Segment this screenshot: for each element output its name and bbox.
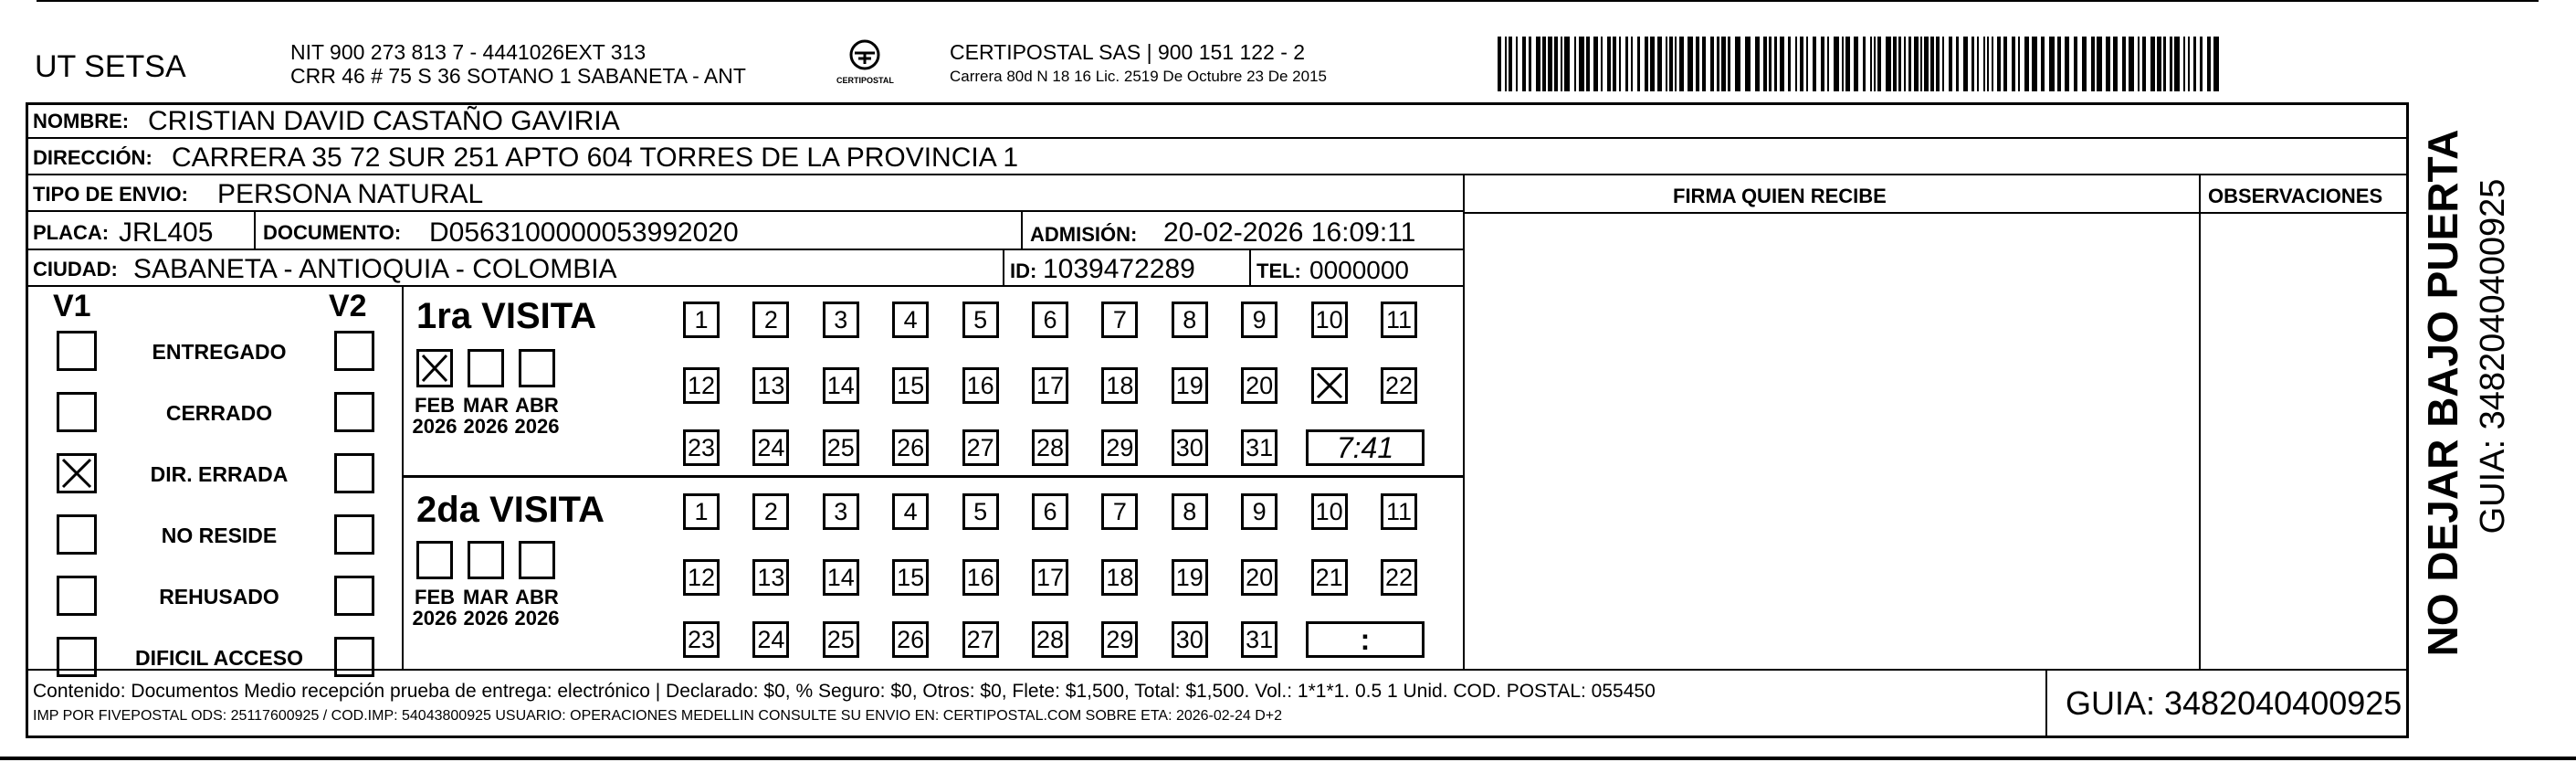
day-box[interactable]: 31	[1241, 621, 1277, 658]
side-warning-text: NO DEJAR BAJO PUERTA	[2419, 129, 2466, 657]
day-box[interactable]: 23	[683, 429, 720, 466]
month-checkbox[interactable]	[519, 349, 555, 387]
ciudad-label: CIUDAD:	[33, 258, 118, 280]
day-box[interactable]: 20	[1241, 559, 1277, 596]
company-name: UT SETSA	[35, 49, 186, 84]
day-box[interactable]: 26	[892, 429, 929, 466]
day-box[interactable]: 8	[1172, 493, 1208, 530]
nombre-label: NOMBRE:	[33, 110, 130, 132]
visita1-title: 1ra VISITA	[416, 296, 597, 336]
day-box[interactable]: 27	[962, 621, 999, 658]
day-box[interactable]: 29	[1101, 429, 1138, 466]
row-line	[26, 669, 2409, 671]
side-guia	[2466, 128, 2520, 658]
admision-value: 20-02-2026 16:09:11	[1163, 217, 1416, 248]
certipostal-line1: CERTIPOSTAL SAS | 900 151 122 - 2	[950, 40, 1306, 64]
documento-value: D0563100000053992020	[429, 217, 739, 248]
day-box[interactable]: 9	[1241, 302, 1277, 338]
tel-label: TEL:	[1256, 259, 1301, 282]
direccion-label: DIRECCIÓN:	[33, 146, 152, 169]
day-box[interactable]: 10	[1311, 302, 1348, 338]
v2-checkbox[interactable]	[334, 637, 374, 677]
logo-text: CERTIPOSTAL	[836, 76, 894, 85]
ciudad-value: SABANETA - ANTIOQUIA - COLOMBIA	[133, 254, 617, 284]
day-box[interactable]: 26	[892, 621, 929, 658]
v2-checkbox[interactable]	[334, 576, 374, 616]
month-checkbox[interactable]	[519, 541, 555, 579]
footer-line1: Contenido: Documentos Medio recepción prueba de entrega: electrónico | Declarado: $0, % Seguro: $0, Otros: $0, Flete: $1,500, Total: $1,500. Vol.: 1*1*1. 0.5 1 Unid. COD. POSTAL: 055450	[33, 681, 1656, 702]
day-box[interactable]: 22	[1381, 559, 1417, 596]
v1-checkbox[interactable]	[57, 576, 97, 616]
id-label: ID:	[1010, 259, 1037, 282]
v2-checkbox[interactable]	[334, 331, 374, 371]
v1-checkbox[interactable]	[57, 453, 97, 493]
footer-line2: IMP POR FIVEPOSTAL ODS: 25117600925 / COD.IMP: 54043800925 USUARIO: OPERACIONES MEDELLIN CONSULTE SU ENVIO EN: CERTIPOSTAL.COM SOBRE ETA: 2026-02-24 D+2	[33, 708, 1283, 724]
scan-edge-bottom	[0, 757, 2576, 760]
day-box[interactable]: 16	[962, 559, 999, 596]
firma-left-border	[1463, 174, 1465, 669]
admision-divider	[1021, 212, 1023, 249]
day-box[interactable]: 17	[1032, 559, 1068, 596]
day-box[interactable]: 18	[1101, 367, 1138, 404]
v1-label: V1	[53, 289, 91, 323]
day-box[interactable]: 11	[1381, 302, 1417, 338]
status-label: NO RESIDE	[161, 524, 278, 547]
status-label: ENTREGADO	[152, 340, 287, 364]
day-box[interactable]: 3	[823, 302, 859, 338]
day-box[interactable]: 13	[752, 367, 789, 404]
day-box[interactable]: 13	[752, 559, 789, 596]
v2-checkbox[interactable]	[334, 392, 374, 432]
day-box[interactable]: 12	[683, 559, 720, 596]
day-box[interactable]: 1	[683, 302, 720, 338]
visita2-title: 2da VISITA	[416, 490, 605, 530]
day-box[interactable]: 17	[1032, 367, 1068, 404]
nit-line: NIT 900 273 813 7 - 4441026EXT 313	[290, 40, 647, 64]
day-box[interactable]: 4	[892, 493, 929, 530]
row-line	[26, 174, 2409, 175]
day-box[interactable]: 7	[1101, 302, 1138, 338]
row-line	[26, 285, 1463, 287]
month-label: MAR 2026	[462, 394, 510, 439]
day-box[interactable]: 15	[892, 367, 929, 404]
day-box[interactable]: 10	[1311, 493, 1348, 530]
day-box[interactable]: 5	[962, 302, 999, 338]
status-label: DIR. ERRADA	[150, 462, 289, 486]
tel-value: 0000000	[1309, 256, 1410, 284]
certipostal-logo	[833, 37, 897, 91]
day-box[interactable]: 8	[1172, 302, 1208, 338]
month-checkbox[interactable]	[468, 349, 504, 387]
day-box[interactable]: 7	[1101, 493, 1138, 530]
day-box[interactable]: 3	[823, 493, 859, 530]
day-box[interactable]: 30	[1172, 429, 1208, 466]
v1-checkbox[interactable]	[57, 514, 97, 555]
tipo-value: PERSONA NATURAL	[217, 179, 484, 209]
obs-left-border	[2199, 174, 2201, 669]
admision-label: ADMISIÓN:	[1030, 223, 1138, 246]
day-box[interactable]: 9	[1241, 493, 1277, 530]
day-box[interactable]: 21	[1311, 559, 1348, 596]
day-box[interactable]: 24	[752, 621, 789, 658]
address-line: CRR 46 # 75 S 36 SOTANO 1 SABANETA - ANT	[290, 64, 746, 88]
v1-checkbox[interactable]	[57, 392, 97, 432]
row-line	[26, 249, 1463, 250]
month-checkbox[interactable]	[468, 541, 504, 579]
v1-checkbox[interactable]	[57, 331, 97, 371]
visita-divider	[402, 475, 1463, 478]
month-label: ABR 2026	[514, 394, 560, 439]
placa-value: JRL405	[119, 217, 214, 248]
tipo-label: TIPO DE ENVIO:	[33, 183, 188, 206]
time-box[interactable]: :	[1306, 621, 1425, 658]
firma-header-line	[1463, 212, 2409, 214]
day-box[interactable]: 20	[1241, 367, 1277, 404]
day-box[interactable]: 19	[1172, 559, 1208, 596]
day-box[interactable]: 22	[1381, 367, 1417, 404]
day-box[interactable]	[1311, 367, 1348, 404]
month-label: ABR 2026	[514, 586, 560, 630]
day-box[interactable]: 14	[823, 367, 859, 404]
v2-checkbox[interactable]	[334, 453, 374, 493]
day-box[interactable]: 6	[1032, 302, 1068, 338]
status-label: CERRADO	[165, 401, 273, 425]
status-label: DIFICIL ACCESO	[134, 646, 303, 670]
scan-edge-top	[37, 0, 2539, 2]
day-box[interactable]: 2	[752, 493, 789, 530]
day-box[interactable]: 25	[823, 429, 859, 466]
day-box[interactable]: 15	[892, 559, 929, 596]
placa-label: PLACA:	[33, 221, 110, 244]
direccion-value: CARRERA 35 72 SUR 251 APTO 604 TORRES DE LA PROVINCIA 1	[172, 143, 1019, 173]
row-line	[26, 210, 1463, 212]
day-box[interactable]: 6	[1032, 493, 1068, 530]
day-box[interactable]: 28	[1032, 429, 1068, 466]
day-box[interactable]: 11	[1381, 493, 1417, 530]
month-checkbox[interactable]	[416, 349, 453, 387]
day-box[interactable]: 2	[752, 302, 789, 338]
v1-checkbox[interactable]	[57, 637, 97, 677]
day-box[interactable]: 18	[1101, 559, 1138, 596]
day-box[interactable]: 28	[1032, 621, 1068, 658]
day-box[interactable]: 4	[892, 302, 929, 338]
day-box[interactable]: 5	[962, 493, 999, 530]
observaciones-header: OBSERVACIONES	[2208, 185, 2383, 207]
month-checkbox[interactable]	[416, 541, 453, 579]
month-label: FEB 2026	[412, 394, 457, 439]
placa-divider	[254, 212, 256, 249]
day-box[interactable]: 30	[1172, 621, 1208, 658]
day-box[interactable]: 1	[683, 493, 720, 530]
v2-label: V2	[329, 289, 367, 323]
month-label: MAR 2026	[462, 586, 510, 630]
status-label: REHUSADO	[159, 585, 279, 609]
side-guia-text: GUIA: 3482040400925	[2474, 178, 2512, 534]
day-box[interactable]: 23	[683, 621, 720, 658]
day-box[interactable]: 29	[1101, 621, 1138, 658]
status-divider	[402, 285, 404, 669]
nombre-value: CRISTIAN DAVID CASTAÑO GAVIRIA	[148, 106, 620, 136]
id-value: 1039472289	[1043, 254, 1195, 284]
v2-checkbox[interactable]	[334, 514, 374, 555]
day-box[interactable]: 12	[683, 367, 720, 404]
day-box[interactable]: 16	[962, 367, 999, 404]
row-line	[26, 137, 2409, 139]
day-box[interactable]: 31	[1241, 429, 1277, 466]
day-box[interactable]: 27	[962, 429, 999, 466]
certipostal-line2: Carrera 80d N 18 16 Lic. 2519 De Octubre 23 De 2015	[950, 68, 1327, 85]
day-box[interactable]: 19	[1172, 367, 1208, 404]
day-box[interactable]: 14	[823, 559, 859, 596]
footer-guia-divider	[2045, 669, 2047, 738]
month-label: FEB 2026	[412, 586, 457, 630]
footer-guia: GUIA: 3482040400925	[2066, 684, 2403, 722]
documento-label: DOCUMENTO:	[263, 221, 402, 244]
id-divider	[1003, 249, 1004, 285]
tel-divider	[1249, 249, 1251, 285]
time-box[interactable]: 7:41	[1306, 429, 1425, 466]
day-box[interactable]: 25	[823, 621, 859, 658]
barcode	[1498, 37, 2228, 91]
day-box[interactable]: 24	[752, 429, 789, 466]
firma-header: FIRMA QUIEN RECIBE	[1673, 185, 1887, 207]
